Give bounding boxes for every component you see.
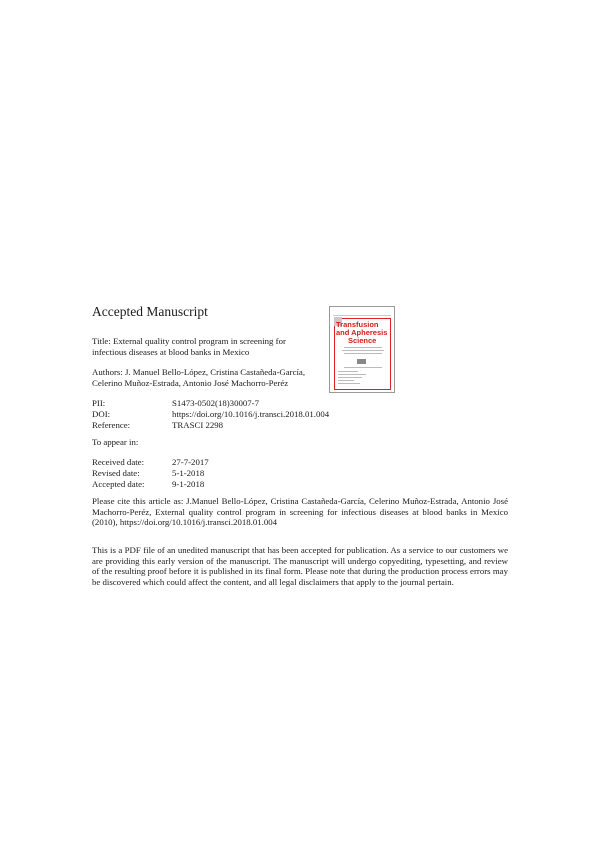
pii-value: S1473-0502(18)30007-7 — [172, 398, 259, 408]
page-heading: Accepted Manuscript — [92, 304, 208, 319]
received-date-value: 27-7-2017 — [172, 457, 209, 467]
cover-text-line — [344, 367, 382, 368]
authors-line-2: Celerino Muñoz-Estrada, Antonio José Machorro-Peréz — [92, 378, 289, 388]
cover-text-line — [338, 371, 358, 372]
doi-label: DOI: — [92, 409, 111, 419]
cover-text-line — [338, 377, 362, 378]
reference-value: TRASCI 2298 — [172, 420, 224, 430]
cover-text-line — [338, 374, 366, 375]
cover-title-line1: Transfusion — [336, 320, 379, 329]
pii-label: PII: — [92, 398, 106, 408]
cover-text-line — [338, 380, 354, 381]
received-date-label: Received date: — [92, 457, 145, 467]
authors-line-1: Authors: J. Manuel Bello-López, Cristina Castañeda-García, — [92, 367, 306, 377]
cover-text-line — [344, 347, 382, 348]
cover-text-line — [338, 383, 360, 384]
reference-label: Reference: — [92, 420, 131, 430]
cover-text-line — [344, 353, 382, 354]
to-appear-label: To appear in: — [92, 437, 139, 447]
cover-graphic-block — [357, 359, 366, 364]
cover-top-bar — [333, 310, 391, 316]
disclaimer-paragraph: This is a PDF file of an unedited manuscript that has been accepted for publication. As a service to our customers we are providing this early version of the manuscript. The manuscript will undergo copyediting, typesetting, and review of the resulting proof before it is published in its final form. Please note that during the production process errors may be discovered which could affect the content, and all legal disclaimers that apply to the journal pertain. — [92, 545, 508, 587]
cover-text-line — [342, 350, 384, 351]
citation-paragraph: Please cite this article as: J.Manuel Bello-López, Cristina Castañeda-García, Celerino Muñoz-Estrada, Antonio José Machorro-Peréz, External quality control program in screening for infectious diseases at blood banks in Mexico (2010), https://doi.org/10.1016/j.transci.2018.01.004 — [92, 496, 508, 528]
cover-title-line3: Science — [348, 336, 377, 345]
title-line-1: Title: External quality control program in screening for — [92, 336, 286, 346]
revised-date-value: 5-1-2018 — [172, 468, 205, 478]
title-line-2: infectious diseases at blood banks in Mexico — [92, 347, 250, 357]
accepted-date-label: Accepted date: — [92, 479, 145, 489]
revised-date-label: Revised date: — [92, 468, 140, 478]
accepted-date-value: 9-1-2018 — [172, 479, 205, 489]
journal-cover-thumbnail — [329, 306, 395, 393]
cover-title-line2: and Apheresis — [336, 328, 388, 337]
doi-link[interactable]: https://doi.org/10.1016/j.transci.2018.01.004 — [172, 409, 330, 419]
